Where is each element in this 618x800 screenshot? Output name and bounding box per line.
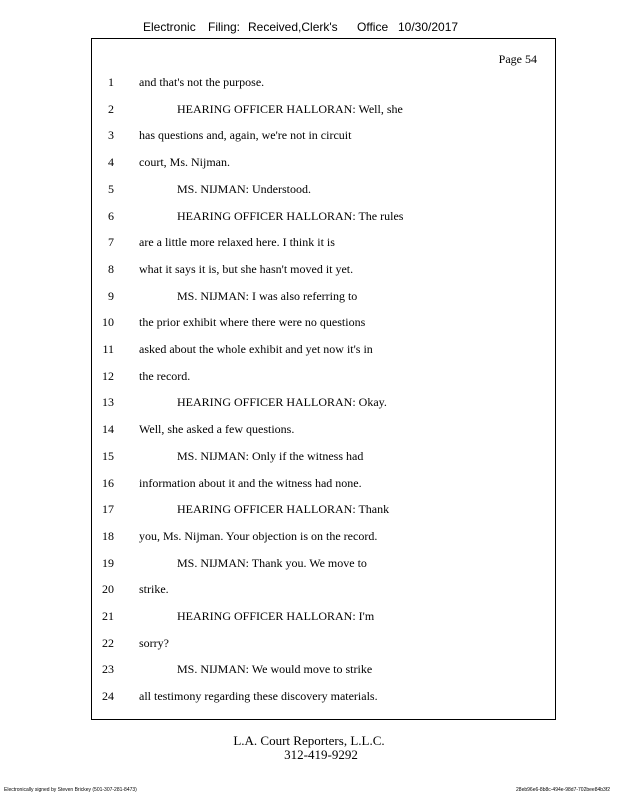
line-number: 5 — [108, 181, 114, 196]
filing-stamp-electronic: Electronic — [143, 20, 196, 34]
line-text: asked about the whole exhibit and yet now it's in — [139, 342, 373, 356]
line-text: HEARING OFFICER HALLORAN: The rules — [177, 208, 404, 223]
line-text: HEARING OFFICER HALLORAN: Thank — [177, 502, 390, 517]
footer — [0, 734, 618, 762]
line-number: 16 — [102, 475, 114, 490]
line-number: 18 — [102, 528, 114, 543]
line-text: MS. NIJMAN: We would move to strike — [177, 662, 373, 677]
line-number: 21 — [102, 609, 114, 623]
transcript-line — [0, 392, 618, 412]
transcript-line — [0, 72, 618, 92]
signature-note: Electronically signed by Steven Brickey (501-307-281-8473) — [4, 787, 137, 793]
court-reporter-phone: 312-419-9292 — [284, 747, 358, 762]
line-number: 19 — [102, 555, 114, 570]
line-text: what it says it is, but she hasn't moved it yet. — [139, 261, 354, 276]
line-text: MS. NIJMAN: I was also referring to — [177, 288, 358, 303]
filing-stamp-office: Office — [357, 20, 389, 34]
line-text: court, Ms. Nijman. — [139, 155, 230, 170]
line-number: 4 — [108, 155, 114, 170]
line-text: Well, she asked a few questions. — [139, 422, 295, 437]
line-text: the record. — [139, 368, 191, 383]
line-number: 2 — [108, 101, 114, 116]
transcript-line — [0, 659, 618, 679]
transcript-line — [0, 473, 618, 493]
transcript-line — [0, 366, 618, 386]
line-text: HEARING OFFICER HALLORAN: I'm — [177, 609, 375, 623]
line-text: information about it and the witness had none. — [139, 475, 362, 490]
line-number: 17 — [102, 502, 114, 517]
document-hash: 28eb96e6-8b8c-494e-98d7-702bee84b3f2 — [516, 787, 610, 793]
line-text: all testimony regarding these discovery materials. — [139, 689, 378, 704]
transcript-line — [0, 312, 618, 332]
line-number: 7 — [108, 235, 114, 250]
line-text: the prior exhibit where there were no questions — [139, 315, 366, 330]
transcript-line — [0, 206, 618, 226]
line-number: 11 — [102, 342, 114, 356]
court-reporter-firm: L.A. Court Reporters, L.L.C. — [233, 733, 385, 748]
line-text: HEARING OFFICER HALLORAN: Well, she — [177, 101, 403, 116]
transcript-line — [0, 606, 618, 626]
line-number: 1 — [108, 75, 114, 89]
transcript-line — [0, 499, 618, 519]
transcript-line — [0, 259, 618, 279]
line-text: you, Ms. Nijman. Your objection is on the record. — [139, 528, 378, 543]
line-text: strike. — [139, 582, 169, 597]
line-number: 10 — [102, 315, 114, 330]
transcript-line — [0, 633, 618, 653]
line-number: 12 — [102, 368, 114, 383]
line-text: MS. NIJMAN: Only if the witness had — [177, 448, 364, 463]
line-number: 14 — [102, 422, 114, 437]
filing-stamp-header — [0, 20, 618, 38]
line-text: are a little more relaxed here. I think it is — [139, 235, 335, 250]
line-text: MS. NIJMAN: Understood. — [177, 181, 312, 196]
line-number: 9 — [108, 288, 114, 303]
line-number: 22 — [102, 635, 114, 650]
transcript-line — [0, 99, 618, 119]
transcript-line — [0, 553, 618, 573]
transcript-line — [0, 179, 618, 199]
line-text: MS. NIJMAN: Thank you. We move to — [177, 555, 367, 570]
transcript-line — [0, 286, 618, 306]
line-number: 15 — [102, 448, 114, 463]
transcript-line — [0, 125, 618, 145]
transcript-line — [0, 419, 618, 439]
line-number: 23 — [102, 662, 114, 677]
transcript-line — [0, 339, 618, 359]
transcript-line — [0, 686, 618, 706]
line-number: 6 — [108, 208, 114, 223]
transcript-line — [0, 526, 618, 546]
line-number: 8 — [108, 261, 114, 276]
transcript-line — [0, 232, 618, 252]
line-number: 24 — [102, 689, 114, 704]
transcript-line — [0, 579, 618, 599]
transcript-line — [0, 152, 618, 172]
line-number: 13 — [102, 395, 114, 410]
line-text: and that's not the purpose. — [139, 75, 265, 89]
line-number: 3 — [108, 128, 114, 143]
transcript-line — [0, 446, 618, 466]
filing-stamp-filing: Filing: — [208, 20, 241, 34]
line-text: sorry? — [139, 635, 169, 650]
filing-stamp-date: 10/30/2017 — [398, 20, 459, 34]
line-text: has questions and, again, we're not in circuit — [139, 128, 352, 143]
filing-stamp-received: Received,Clerk's — [248, 20, 338, 34]
page-number: Page 54 — [498, 52, 537, 66]
line-number: 20 — [102, 582, 114, 597]
line-text: HEARING OFFICER HALLORAN: Okay. — [177, 395, 387, 410]
